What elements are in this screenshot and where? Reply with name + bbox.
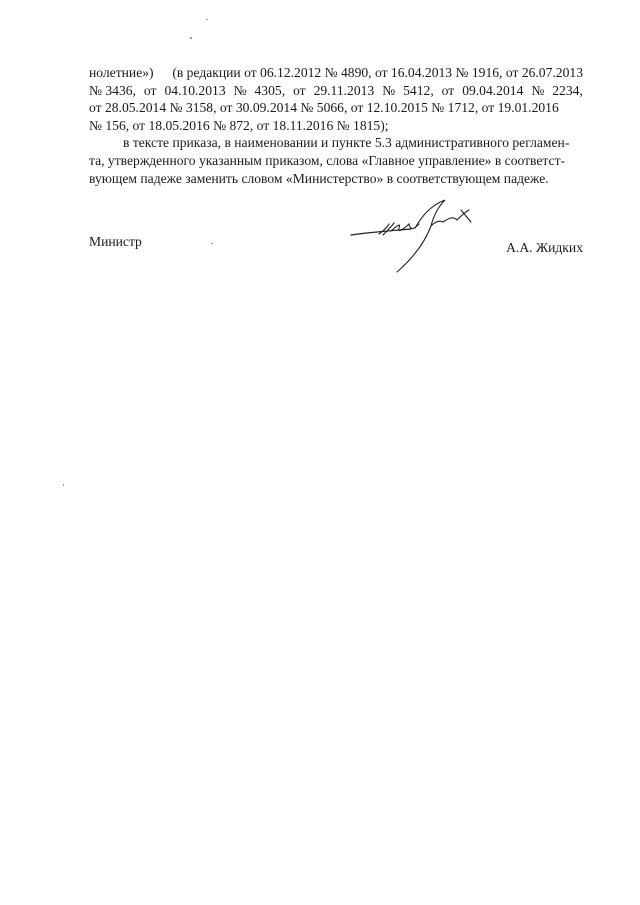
scan-speck <box>63 484 64 486</box>
text-fragment: от 28.05.2014 № 3158, от 30.09.2014 № 5066, от 12.10.2015 № 1712, от 19.01.2016 <box>89 100 559 116</box>
text-fragment: 29.11.2013 <box>313 82 375 98</box>
text-fragment: от <box>441 82 455 98</box>
text-fragment: № <box>382 82 396 98</box>
text-fragment: от <box>143 82 157 98</box>
signer-position: Министр <box>89 234 142 249</box>
text-fragment: 5412, <box>403 82 434 98</box>
text-fragment: № <box>233 82 247 98</box>
text-fragment: № 3436, <box>89 82 136 98</box>
paragraph-line: вующем падеже заменить словом «Министерство» в соответствующем падеже. <box>89 170 549 186</box>
amendment-paragraph-2 <box>89 134 583 187</box>
paragraph-line <box>89 82 583 100</box>
text-fragment: 2234, <box>552 82 583 98</box>
text-fragment: 09.04.2014 <box>462 82 524 98</box>
text-fragment: (в редакции от 06.12.2012 № 4890, от 16.04.2013 № 1916, от 26.07.2013 <box>172 65 583 80</box>
text-fragment: № 156, от 18.05.2016 № 872, от 18.11.2016 № 1815); <box>89 117 389 133</box>
paragraph-line: в тексте приказа, в наименовании и пункте 5.3 административного регламен- <box>123 135 570 151</box>
scan-speck <box>206 19 208 20</box>
text-fragment: нолетние») <box>89 65 154 80</box>
handwritten-signature <box>349 198 479 278</box>
text-fragment: 04.10.2013 <box>164 82 226 98</box>
paragraph-line <box>89 64 583 82</box>
text-fragment: 4305, <box>254 82 286 98</box>
document-body <box>89 64 583 187</box>
text-fragment: № <box>531 82 545 98</box>
scan-speck <box>190 37 192 39</box>
signer-name: А.А. Жидких <box>506 240 583 255</box>
paragraph-line <box>89 117 583 135</box>
paragraph-line <box>89 99 583 117</box>
text-fragment: от <box>293 82 306 98</box>
paragraph-line: та, утвержденного указанным приказом, слова «Главное управление» в соответст- <box>89 152 566 168</box>
signature-block <box>89 234 583 284</box>
amendment-paragraph-1 <box>89 64 583 134</box>
